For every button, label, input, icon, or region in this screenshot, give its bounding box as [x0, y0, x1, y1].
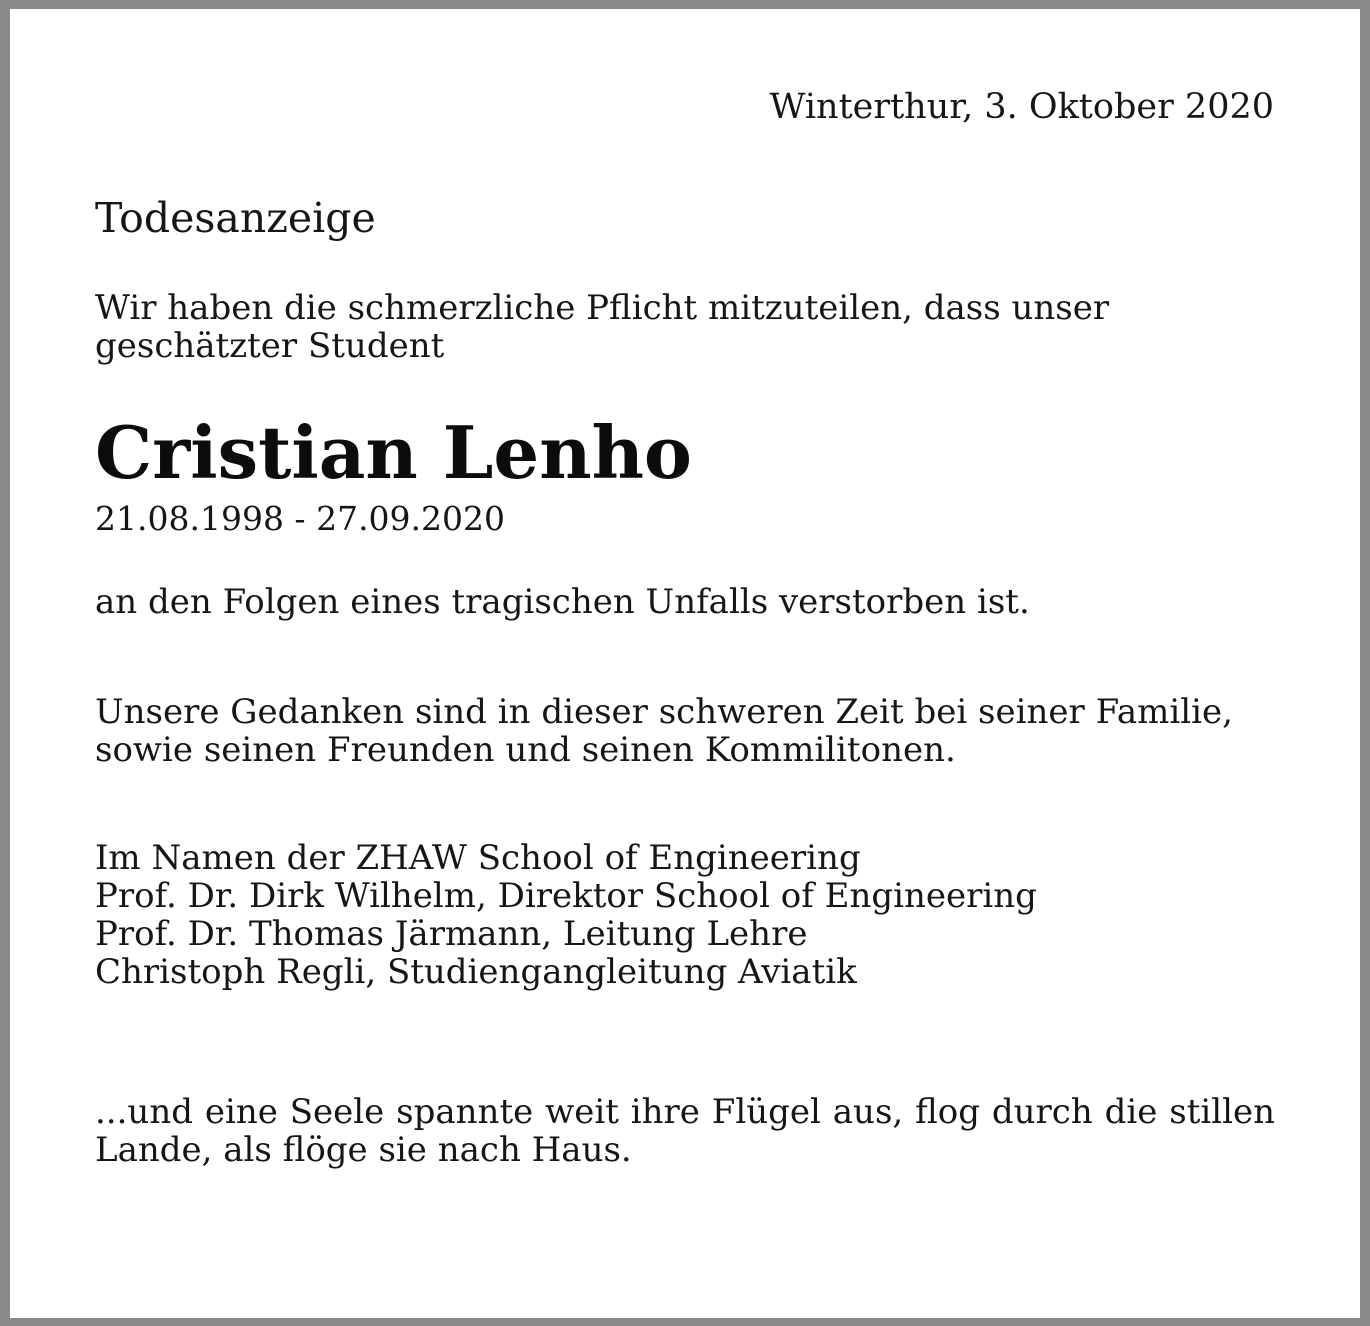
intro-line: geschätzter Student	[95, 326, 445, 366]
place-date: Winterthur, 3. Oktober 2020	[769, 87, 1274, 127]
deceased-name: Cristian Lenho	[95, 410, 692, 495]
thoughts-text	[95, 693, 1275, 769]
outro-text: an den Folgen eines tragischen Unfalls verstorben ist.	[95, 582, 1030, 622]
signature-line: Prof. Dr. Dirk Wilhelm, Direktor School of Engineering	[95, 876, 1037, 916]
thoughts-line: Unsere Gedanken sind in dieser schweren Zeit bei seiner Familie,	[95, 692, 1233, 732]
obituary-page	[10, 9, 1360, 1318]
poem-line: Lande, als flöge sie nach Haus.	[95, 1130, 632, 1170]
signature-line: Im Namen der ZHAW School of Engineering	[95, 838, 861, 878]
signature-line: Prof. Dr. Thomas Järmann, Leitung Lehre	[95, 914, 808, 954]
life-dates: 21.08.1998 - 27.09.2020	[95, 499, 506, 538]
thoughts-line: sowie seinen Freunden und seinen Kommilitonen.	[95, 730, 956, 770]
intro-text	[95, 289, 1275, 365]
intro-line: Wir haben die schmerzliche Pflicht mitzuteilen, dass unser	[95, 288, 1110, 328]
notice-heading: Todesanzeige	[95, 194, 376, 242]
poem-line: ...und eine Seele spannte weit ihre Flügel aus, flog durch die stillen	[95, 1092, 1275, 1132]
signature-line: Christoph Regli, Studiengangleitung Aviatik	[95, 952, 857, 992]
poem-quote	[95, 1093, 1275, 1169]
signature-block	[95, 839, 1275, 991]
